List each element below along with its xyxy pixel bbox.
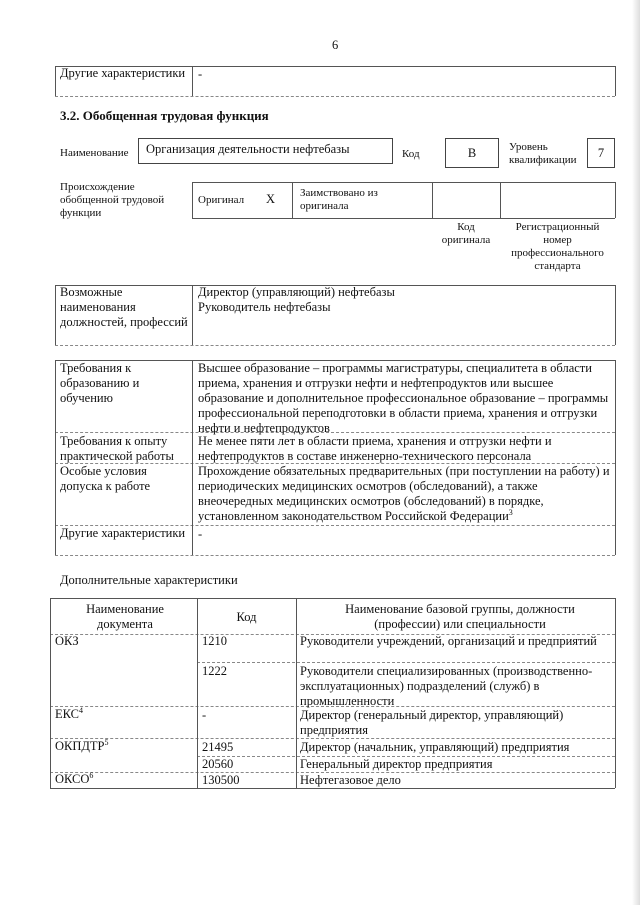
table-row-name: Руководители учреждений, организаций и предприятий <box>300 634 597 648</box>
table-row-name: Директор (генеральный директор, управляющий) предприятия <box>300 708 564 737</box>
header-doc: Наименование документа <box>86 602 164 631</box>
table-row-doc: ЕКС$^4$ <box>55 705 83 721</box>
code-label: Код <box>402 148 420 160</box>
req-conditions-text: Прохождение обязательных предварительных (при поступлении на работу) и периодических медицинских осмотров (обследований), а также внеочередных медицинских осмотров (обследований) в порядке, установленном законодательством Российской Федерации$^3$ <box>198 464 610 523</box>
header-code: Код <box>236 610 257 624</box>
table-row-code: 130500 <box>202 773 240 787</box>
table-row-code: 20560 <box>202 757 234 771</box>
original-label: Оригинал <box>198 194 245 206</box>
positions-label: Возможные наименования должностей, профессий <box>60 285 188 329</box>
origin-label: Происхождение обобщенной трудовой функции <box>60 181 165 219</box>
table-row-name: Генеральный директор предприятия <box>300 757 493 771</box>
table-row-code: - <box>202 708 207 722</box>
level-value: 7 <box>597 146 605 160</box>
additional-title: Дополнительные характеристики <box>60 573 238 587</box>
original-mark: X <box>266 192 276 206</box>
borrowed-label: Заимствовано из оригинала <box>300 187 378 212</box>
code-value: В <box>467 146 477 160</box>
table-row-doc: ОКЗ <box>55 634 79 648</box>
table-row-name: Нефтегазовое дело <box>300 773 401 787</box>
name-value: Организация деятельности нефтебазы <box>146 142 350 156</box>
req-education-label: Требования к образованию и обучению <box>60 361 140 405</box>
table-row-doc: ОКПДТР$^5$ <box>55 737 109 753</box>
table-row-code: 1222 <box>202 664 227 678</box>
page-edge-shadow <box>632 0 640 905</box>
code-original-caption: Код оригинала <box>441 221 491 246</box>
req-experience-label: Требования к опыту практической работы <box>60 434 174 463</box>
header-name: Наименование базовой группы, должности (профессии) или специальности <box>345 602 575 631</box>
section-title: 3.2. Обобщенная трудовая функция <box>60 108 269 123</box>
table-row-code: 1210 <box>202 634 227 648</box>
position-2: Руководитель нефтебазы <box>198 300 331 314</box>
table-row-name: Директор (начальник, управляющий) предприятия <box>300 740 570 754</box>
req-experience-text: Не менее пяти лет в области приема, хранения и отгрузки нефти и нефтепродуктов в составе инженерно-технического персонала <box>198 434 552 463</box>
req-other-label: Другие характеристики <box>60 526 186 540</box>
table-row-code: 21495 <box>202 740 234 754</box>
level-label: Уровень квалификации <box>509 141 577 166</box>
req-other-text: - <box>198 527 203 541</box>
page-number: 6 <box>332 38 339 52</box>
table-row-doc: ОКСО$^6$ <box>55 770 94 786</box>
req-education-text: Высшее образование – программы магистратуры, специалитета в области приема, хранения и отгрузки нефти и нефтепродуктов или высшее образование и дополнительное профессиональное образование – программы профессиональной переподготовки в области приема, хранения и отгрузки нефти и нефтепродуктов <box>198 361 609 435</box>
top-other-label: Другие характеристики <box>60 66 186 80</box>
table-row-name: Руководители специализированных (производственно-эксплуатационных) подразделений (служб) в промышленности <box>300 664 593 708</box>
reg-number-caption: Регистрационный номер профессионального стандарта <box>511 221 604 272</box>
name-label: Наименование <box>60 147 129 159</box>
position-1: Директор (управляющий) нефтебазы <box>198 285 395 299</box>
top-other-value: - <box>198 67 203 81</box>
req-conditions-label: Особые условия допуска к работе <box>60 464 151 493</box>
